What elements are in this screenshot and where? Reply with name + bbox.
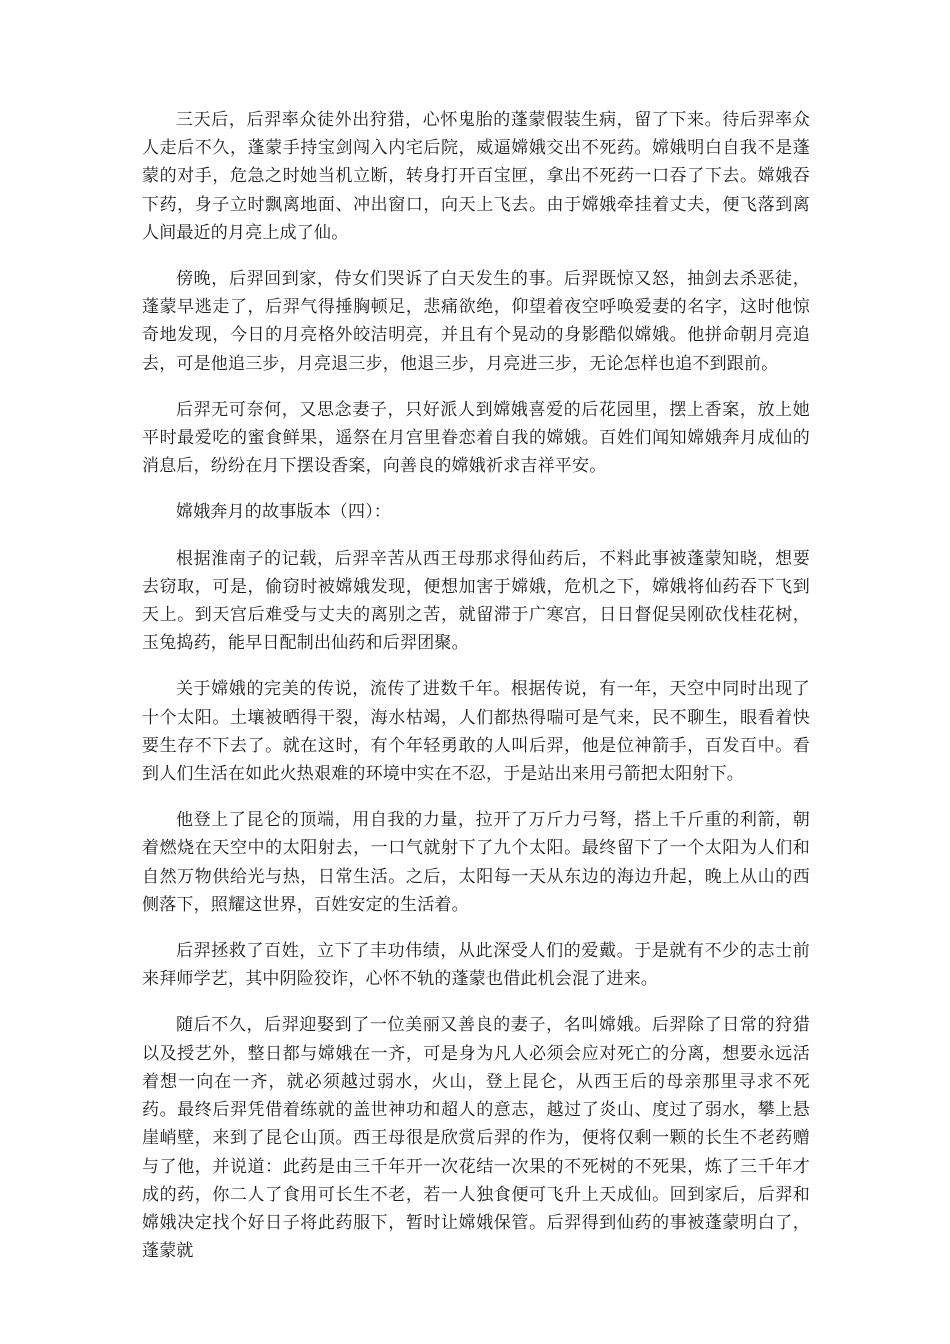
paragraph-moon-offering: 后羿无可奈何，又思念妻子，只好派人到嫦娥喜爱的后花园里，摆上香案，放上她平时最爱吃的蜜食鲜果，遥祭在月宫里眷恋着自我的嫦娥。百姓们闻知嫦娥奔月成仙的消息后，纷纷在月下摆设香案，向善良的嫦娥祈求吉祥平安。 xyxy=(142,399,810,477)
paragraph-elixir-quest: 随后不久，后羿迎娶到了一位美丽又善良的妻子，名叫嫦娥。后羿除了日常的狩猎以及授艺外，整日都与嫦娥在一齐，可是身为凡人必须会应对死亡的分离，想要永远活着想一向在一齐，就必须越过弱水，火山，登上昆仑，从西王后的母亲那里寻求不死药。最终后羿凭借着练就的盖世神功和超人的意志，越过了炎山、度过了弱水，攀上悬崖峭壁，来到了昆仑山顶。西王母很是欣赏后羿的作为，便将仅剩一颗的长生不老药赠与了他，并说道：此药是由三千年开一次花结一次果的不死树的不死果，炼了三千年才成的药，你二人了食用可长生不老，若一人独食便可飞升上天成仙。回到家后，后羿和嫦娥决定找个好日子将此药服下，暂时让嫦娥保管。后羿得到仙药的事被蓬蒙明白了，蓬蒙就 xyxy=(142,1015,810,1262)
paragraph-ten-suns: 关于嫦娥的完美的传说，流传了进数千年。根据传说，有一年，天空中同时出现了十个太阳。土壤被晒得干裂，海水枯竭，人们都热得喘可是气来，民不聊生，眼看着快要生存不下去了。就在这时，有个年轻勇敢的人叫后羿，他是位神箭手，百发百中。看到人们生活在如此火热艰难的环境中实在不忍，于是站出来用弓箭把太阳射下。 xyxy=(142,679,810,785)
section-heading-version-four: 嫦娥奔月的故事版本（四）： xyxy=(176,502,392,523)
paragraph-shooting-suns: 他登上了昆仑的顶端，用自我的力量，拉开了万斤力弓弩，搭上千斤重的利箭，朝着燃烧在天空中的太阳射去，一口气就射下了九个太阳。最终留下了一个太阳为人们和自然万物供给光与热，日常生活。之后，太阳每一天从东边的海边升起，晚上从山的西侧落下，照耀这世界，百姓安定的生活着。 xyxy=(142,810,810,915)
document-page xyxy=(142,106,810,1283)
paragraph-huainanzi-record: 根据淮南子的记载，后羿辛苦从西王母那求得仙药后，不料此事被蓬蒙知晓，想要去窃取，可是，偷窃时被嫦娥发现，便想加害于嫦娥，危机之下，嫦娥将仙药吞下飞到天上。到天宫后难受与丈夫的离别之苦，就留滞于广寒宫，日日督促吴刚砍伐桂花树，玉兔捣药，能早日配制出仙药和后羿团聚。 xyxy=(142,548,810,654)
paragraph-houyi-returns: 傍晚，后羿回到家，侍女们哭诉了白天发生的事。后羿既惊又怒，抽剑去杀恶徒，蓬蒙早逃走了，后羿气得捶胸顿足，悲痛欲绝，仰望着夜空呼唤爱妻的名字，这时他惊奇地发现，今日的月亮格外皎洁明亮，并且有个晃动的身影酷似嫦娥。他拼命朝月亮追去，可是他追三步，月亮退三步，他退三步，月亮进三步，无论怎样也追不到跟前。 xyxy=(142,269,810,374)
paragraph-chang-e-flees: 三天后，后羿率众徒外出狩猎，心怀鬼胎的蓬蒙假装生病，留了下来。待后羿率众人走后不久，蓬蒙手持宝剑闯入内宅后院，威逼嫦娥交出不死药。嫦娥明白自我不是蓬蒙的对手，危急之时她当机立断，转身打开百宝匣，拿出不死药一口吞了下去。嫦娥吞下药，身子立时飘离地面、冲出窗口，向天上飞去。由于嫦娥牵挂着丈夫，便飞落到离人间最近的月亮上成了仙。 xyxy=(142,110,810,243)
paragraph-disciples: 后羿拯救了百姓，立下了丰功伟绩，从此深受人们的爱戴。于是就有不少的志士前来拜师学艺，其中阴险狡诈，心怀不轨的蓬蒙也借此机会混了进来。 xyxy=(142,941,810,990)
